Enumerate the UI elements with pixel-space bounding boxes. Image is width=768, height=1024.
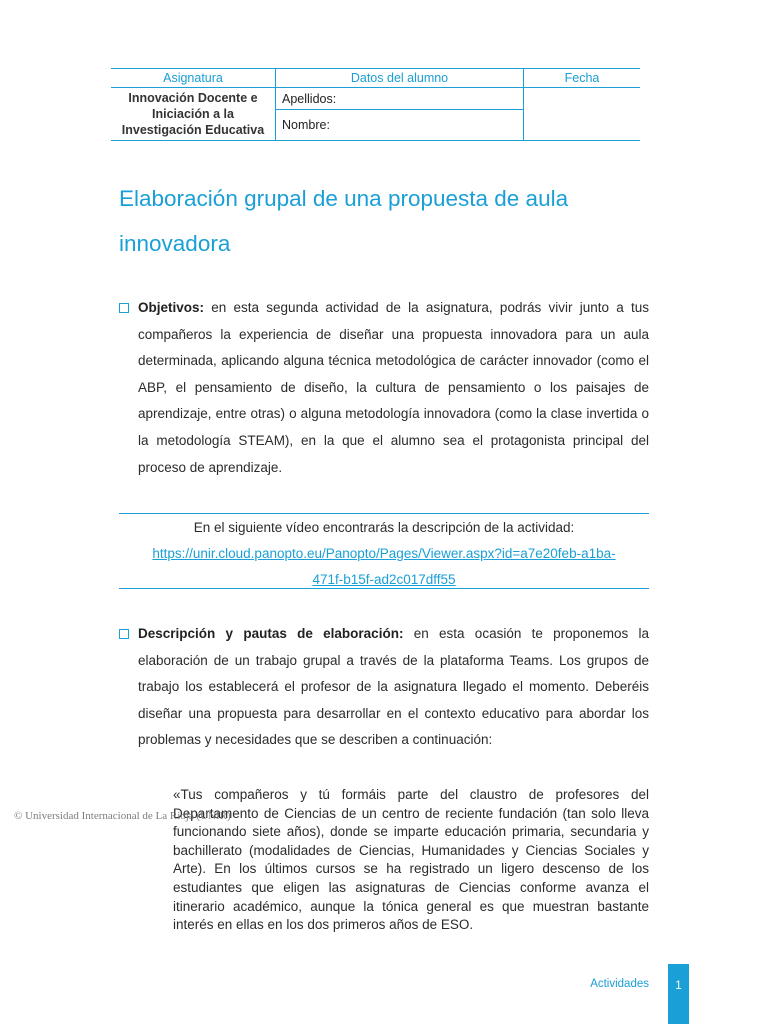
description-item: [119, 621, 649, 767]
description-label: Descripción y pautas de elaboración:: [138, 626, 404, 641]
objectives-text: en esta segunda actividad de la asignatura, podrás vivir junto a tus compañeros la experiencia de diseñar una propuesta innovadora para un aula determinada, aplicando alguna técnica metodológica de carácter innovador (como el ABP, el pensamiento de diseño, la cultura de pensamiento o los paisajes de aprendizaje, entre otras) o alguna metodología innovadora (como la clase invertida o la metodología STEAM), en la que el alumno sea el protagonista principal del proceso de aprendizaje.: [138, 300, 649, 475]
date-field: [524, 88, 641, 141]
subject-line-3: Investigación Educativa: [121, 123, 265, 137]
page-title: Elaboración grupal de una propuesta de aula innovadora: [119, 186, 569, 256]
video-link-line-2[interactable]: 471f-b15f-ad2c017dff55: [312, 572, 456, 587]
bullet-icon: [119, 303, 129, 313]
scenario-quote: «Tus compañeros y tú formáis parte del claustro de profesores del Departamento de Ciencias de un centro de reciente fundación (tan solo lleva funcionando siete años), donde se imparte educación primaria, secundaria y bachillerato (modalidades de Ciencias, Humanidades y Ciencias Sociales y Arte). En los últimos cursos se ha registrado un ligero descenso de los estudiantes que eligen las asignaturas de Ciencias conforme avanza el itinerario académico, aunque la tónica general es que muestran bastante interés en ellas en los dos primeros años de ESO.: [173, 787, 649, 933]
subject-line-1: Innovación Docente e: [128, 91, 258, 105]
video-link-line-1[interactable]: https://unir.cloud.panopto.eu/Panopto/Pages/Viewer.aspx?id=a7e20feb-a1ba-: [152, 546, 616, 561]
surname-field: Apellidos:: [276, 88, 524, 110]
video-link[interactable]: [152, 546, 615, 587]
subject-line-2: Iniciación a la: [152, 107, 234, 121]
name-field: Nombre:: [276, 110, 524, 141]
bullet-icon: [119, 629, 129, 639]
subject-cell: [111, 88, 276, 141]
column-header-subject: Asignatura: [111, 69, 276, 88]
description-text: en esta ocasión te proponemos la elaboración de un trabajo grupal a través de la plataforma Teams. Los grupos de trabajo los establecerá el profesor de la asignatura llegado el momento. Deberéis diseñar una propuesta para desarrollar en el contexto educativo para abordar los problemas y necesidades que se describen a continuación:: [138, 626, 649, 748]
objectives-item: [119, 295, 649, 495]
column-header-student: Datos del alumno: [276, 69, 524, 88]
objectives-label: Objetivos:: [138, 300, 205, 315]
footer-section-label: Actividades: [590, 978, 649, 990]
page-number: 1: [668, 964, 689, 1024]
column-header-date: Fecha: [524, 69, 641, 88]
header-table: [111, 68, 640, 141]
copyright-notice: © Universidad Internacional de La Rioja (UNIR): [14, 810, 231, 822]
video-intro: En el siguiente vídeo encontrarás la descripción de la actividad:: [193, 520, 575, 535]
video-box: [119, 513, 649, 589]
description-paragraph: [138, 621, 649, 754]
objectives-paragraph: [138, 295, 649, 481]
